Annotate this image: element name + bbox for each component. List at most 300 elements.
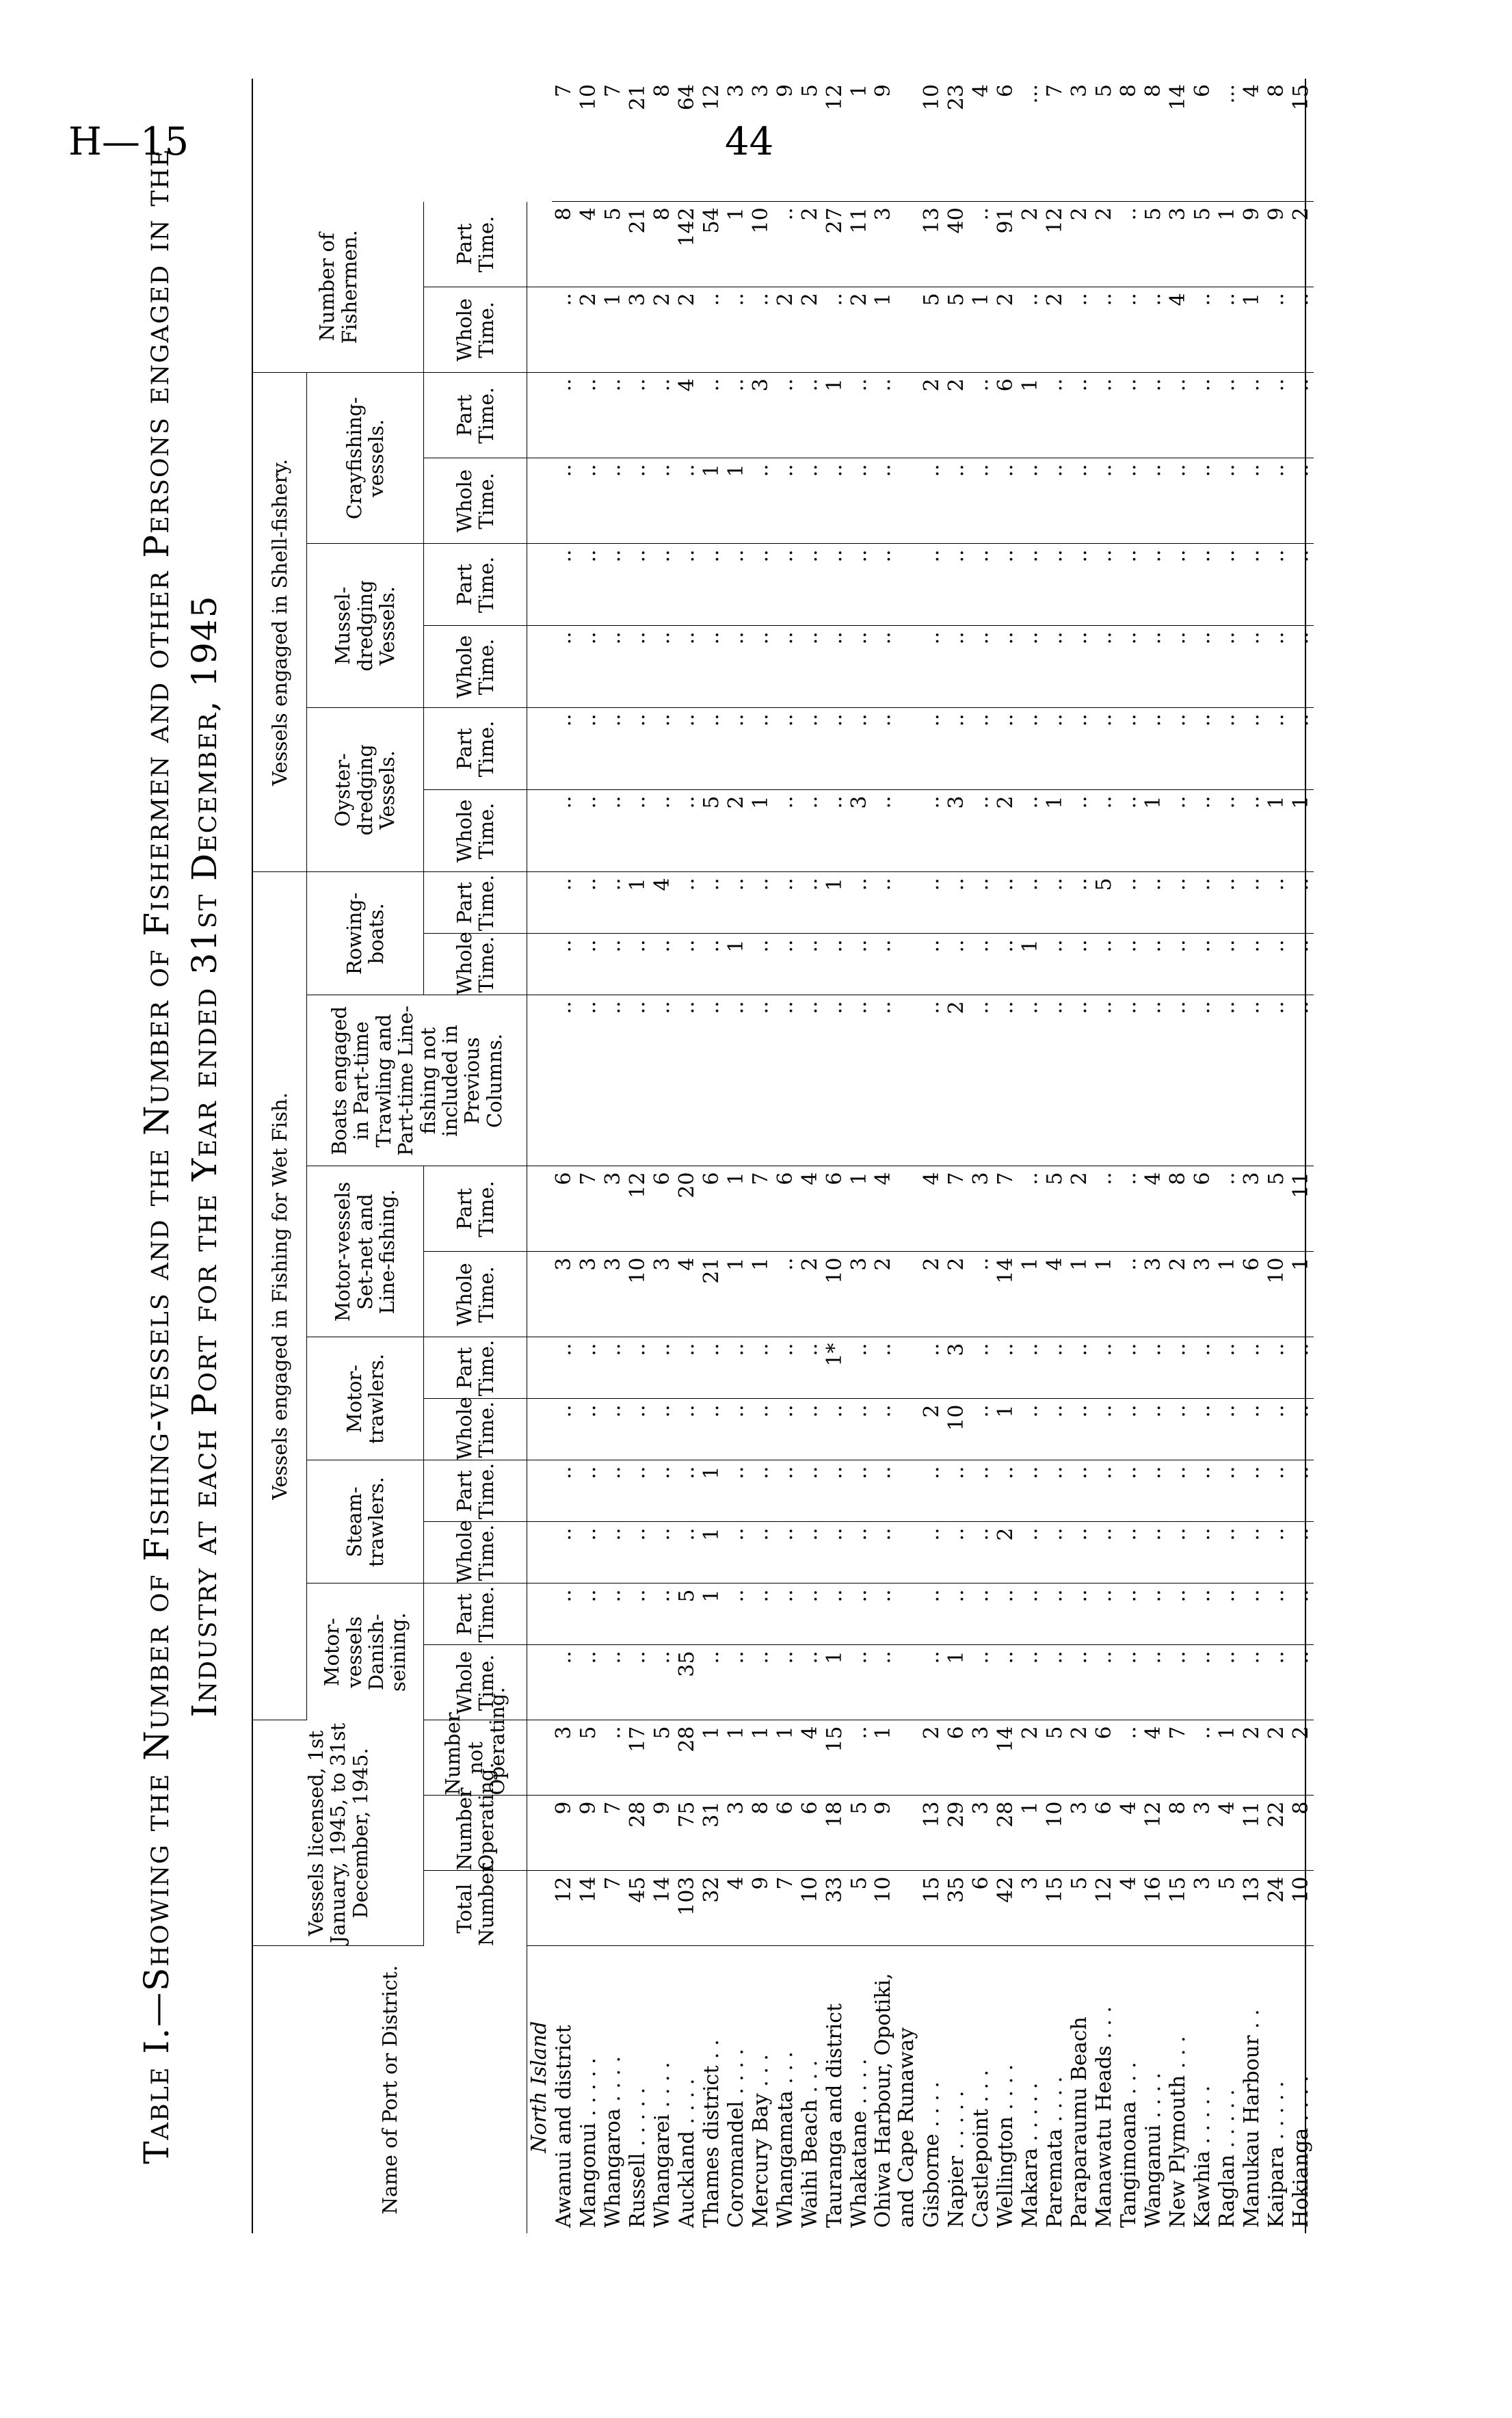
value-cell: .. [994,872,1018,934]
value-cell: .. [1067,373,1092,458]
value-cell: .. [552,1399,576,1460]
value-cell: .. [1240,1645,1264,1720]
value-cell: 1 [724,202,749,287]
value-cell: 3 [944,1337,969,1399]
value-cell: 10 [872,1871,920,1946]
value-cell: .. [1117,1252,1141,1337]
value-cell: 35 [675,1645,700,1720]
value-cell: .. [700,373,724,458]
value-cell: .. [601,1399,626,1460]
value-cell: .. [1264,1337,1289,1399]
value-cell: .. [601,544,626,626]
table-row [749,79,773,2233]
value-cell: .. [944,934,969,995]
value-cell: 5 [1043,1166,1067,1252]
port-name-cell: Waihi Beach . . . [798,2060,822,2228]
value-cell: .. [1043,708,1067,790]
value-cell: .. [1067,1645,1092,1720]
value-cell: 1 [724,1252,749,1337]
value-cell: .. [773,995,798,1166]
value-cell: .. [1067,626,1092,708]
port-name-cell: Castlepoint . . . [969,2069,993,2228]
value-cell: 1 [724,1166,749,1252]
value-cell: .. [920,544,944,626]
value-cell: .. [552,1583,576,1645]
table-row [1067,79,1092,2233]
value-cell: 1 [1141,790,1166,872]
value-cell: .. [872,1522,920,1583]
value-cell: .. [626,1583,650,1645]
value-cell: .. [1240,1522,1264,1583]
value-cell: .. [749,708,773,790]
col-header-port: Name of Port or District. [253,1946,527,2233]
value-cell: .. [1215,1583,1240,1645]
value-cell: .. [650,1645,675,1720]
value-cell: 8 [1117,79,1141,202]
value-cell: .. [1018,1399,1043,1460]
value-cell: .. [1117,544,1141,626]
value-cell: .. [700,872,724,934]
table-row [872,79,920,2233]
value-cell: 1 [700,1460,724,1522]
value-cell: .. [601,458,626,544]
value-cell: 40 [944,202,969,287]
value-cell: .. [650,373,675,458]
value-cell: .. [1092,790,1117,872]
col-header-part-time: Part Time. [424,544,527,626]
value-cell: 2 [920,1720,944,1796]
value-cell: .. [1215,934,1240,995]
value-cell: 2 [994,790,1018,872]
value-cell: .. [847,1583,872,1645]
value-cell: .. [944,544,969,626]
value-cell: .. [1117,202,1141,287]
value-cell: 4 [1141,1720,1166,1796]
port-name-cell: Russell . . . . . [626,2087,650,2228]
value-cell: 2 [1067,202,1092,287]
value-cell: .. [1067,708,1092,790]
value-cell: .. [1191,1522,1215,1583]
value-cell: 6 [798,1796,823,1871]
value-cell: 2 [944,995,969,1166]
value-cell: .. [1018,1460,1043,1522]
value-cell: .. [944,1460,969,1522]
value-cell: .. [1264,544,1289,626]
table-body [527,79,1314,2233]
value-cell: .. [626,1522,650,1583]
value-cell: 21 [626,79,650,202]
value-cell: .. [969,708,994,790]
value-cell: 3 [1018,1871,1043,1946]
value-cell: .. [1191,1399,1215,1460]
value-cell: .. [1117,626,1141,708]
value-cell: 15 [1043,1871,1067,1946]
value-cell: 1 [700,1720,724,1796]
value-cell: 4 [798,1166,823,1252]
value-cell: 11 [1240,1796,1264,1871]
value-cell: .. [1240,544,1264,626]
value-cell: .. [1141,934,1166,995]
value-cell: .. [1191,1645,1215,1720]
value-cell: .. [700,708,724,790]
value-cell: .. [1117,1460,1141,1522]
value-cell: .. [798,934,823,995]
value-cell: 16 [1141,1871,1166,1946]
value-cell: 4 [1043,1252,1067,1337]
value-cell: 1 [1289,790,1314,872]
value-cell: .. [773,544,798,626]
value-cell: .. [1067,790,1092,872]
value-cell: .. [823,458,847,544]
value-cell: 5 [847,1871,872,1946]
value-cell: 5 [601,202,626,287]
value-cell: .. [1215,373,1240,458]
value-cell: .. [1240,458,1264,544]
value-cell: .. [823,1460,847,1522]
value-cell: 13 [920,1796,944,1871]
table-row [823,79,847,2233]
value-cell: .. [650,544,675,626]
value-cell: 5 [650,1720,675,1796]
value-cell: 31 [700,1796,724,1871]
col-header-part-time: Part Time. [424,1166,527,1252]
value-cell: .. [920,626,944,708]
value-cell: .. [601,708,626,790]
value-cell: .. [749,544,773,626]
value-cell: .. [724,1522,749,1583]
value-cell: .. [969,934,994,995]
value-cell: .. [1166,790,1191,872]
value-cell: .. [749,1645,773,1720]
value-cell: 9 [552,1796,576,1871]
value-cell: .. [1117,1522,1141,1583]
value-cell: .. [724,287,749,373]
value-cell: .. [749,287,773,373]
value-cell: .. [1191,1720,1215,1796]
value-cell: .. [650,934,675,995]
value-cell: 3 [650,1252,675,1337]
value-cell: .. [1240,373,1264,458]
port-name-cell: Tangimoana . . . [1117,2062,1141,2228]
value-cell: .. [1166,1337,1191,1399]
value-cell: .. [552,626,576,708]
value-cell: .. [650,1460,675,1522]
value-cell: .. [1141,1583,1166,1645]
value-cell: .. [1141,458,1166,544]
value-cell: .. [1141,1645,1166,1720]
value-cell: 1 [749,790,773,872]
value-cell: .. [847,1645,872,1720]
col-header-motor-trawlers: Motor-trawlers. [307,1337,424,1460]
value-cell: .. [601,790,626,872]
value-cell: .. [724,373,749,458]
value-cell: .. [552,287,576,373]
value-cell: .. [1043,458,1067,544]
value-cell: 1 [823,872,847,934]
value-cell: .. [552,1522,576,1583]
section-row [527,79,553,2233]
value-cell: 5 [1191,202,1215,287]
value-cell: .. [1191,373,1215,458]
value-cell: 8 [650,79,675,202]
value-cell: .. [969,790,994,872]
value-cell: .. [724,995,749,1166]
value-cell: .. [1240,626,1264,708]
value-cell: .. [872,872,920,934]
value-cell: .. [1215,995,1240,1166]
value-cell: .. [798,790,823,872]
value-cell: .. [650,1337,675,1399]
table-row [1092,79,1117,2233]
value-cell: .. [700,1337,724,1399]
value-cell: .. [920,1522,944,1583]
value-cell: .. [1289,373,1314,458]
value-cell: .. [1289,287,1314,373]
value-cell: .. [1166,934,1191,995]
value-cell: 4 [798,1720,823,1796]
value-cell: 7 [1043,79,1067,202]
table-row [773,79,798,2233]
value-cell: .. [798,458,823,544]
value-cell: .. [749,1337,773,1399]
value-cell: 1 [1215,1252,1240,1337]
value-cell: .. [847,458,872,544]
value-cell: .. [1092,1645,1117,1720]
value-cell: 2 [798,1252,823,1337]
value-cell: 2 [872,1252,920,1337]
value-cell: 7 [601,1796,626,1871]
value-cell: 4 [650,872,675,934]
value-cell: 9 [576,1796,601,1871]
value-cell: .. [823,995,847,1166]
value-cell: 7 [601,1871,626,1946]
value-cell: .. [994,1460,1018,1522]
value-cell: .. [724,544,749,626]
value-cell: .. [872,708,920,790]
value-cell: 6 [1240,1252,1264,1337]
value-cell: .. [920,995,944,1166]
port-name-cell: Tauranga and district [823,2003,847,2228]
value-cell: .. [1166,626,1191,708]
value-cell: .. [552,458,576,544]
value-cell: .. [1043,872,1067,934]
value-cell: .. [920,1583,944,1645]
value-cell: 21 [626,202,650,287]
value-cell: .. [650,458,675,544]
value-cell: 14 [1166,79,1191,202]
col-header-whole-time: Whole Time. [424,790,527,872]
value-cell: .. [773,1583,798,1645]
value-cell: .. [626,790,650,872]
value-cell: .. [1289,1645,1314,1720]
value-cell: .. [773,202,798,287]
value-cell: .. [724,1399,749,1460]
value-cell: .. [1289,708,1314,790]
value-cell: 6 [1191,79,1215,202]
value-cell: 6 [994,79,1018,202]
value-cell: .. [1043,1337,1067,1399]
value-cell: .. [872,544,920,626]
value-cell: .. [700,626,724,708]
value-cell: 21 [700,1252,724,1337]
value-cell: .. [576,790,601,872]
value-cell: 2 [1043,287,1067,373]
col-header-cray: Crayfishing-vessels. [307,373,424,544]
value-cell: 10 [798,1871,823,1946]
value-cell: .. [1264,1645,1289,1720]
col-header-rowing: Rowing-boats. [307,872,424,995]
value-cell: .. [1092,1399,1117,1460]
value-cell: 1 [1215,1720,1240,1796]
value-cell: .. [1141,1522,1166,1583]
value-cell: .. [1067,287,1092,373]
value-cell: 1 [601,287,626,373]
value-cell: .. [626,934,650,995]
value-cell: 10 [920,79,944,202]
value-cell: .. [650,1583,675,1645]
value-cell: .. [1043,1583,1067,1645]
value-cell: 8 [749,1796,773,1871]
port-name-cell: Paraparaumu Beach [1067,2016,1091,2228]
value-cell: 33 [823,1871,847,1946]
value-cell: .. [920,1645,944,1720]
value-cell: 3 [552,1720,576,1796]
value-cell: .. [601,1460,626,1522]
value-cell: 6 [552,1166,576,1252]
value-cell: .. [576,458,601,544]
value-cell: 13 [1240,1871,1264,1946]
value-cell: 4 [920,1166,944,1252]
table-row [969,79,994,2233]
value-cell: 6 [700,1166,724,1252]
value-cell: .. [675,872,700,934]
value-cell: .. [1141,708,1166,790]
value-cell: 4 [872,1166,920,1252]
value-cell: .. [994,1583,1018,1645]
value-cell: .. [650,708,675,790]
value-cell: 4 [675,1252,700,1337]
col-header-whole-time: Whole Time. [424,458,527,544]
value-cell: .. [724,872,749,934]
value-cell: .. [700,995,724,1166]
value-cell: 3 [1067,1796,1092,1871]
port-name-cell: Raglan . . . . . [1215,2089,1239,2228]
value-cell: 28 [994,1796,1018,1871]
value-cell: .. [1215,790,1240,872]
value-cell: .. [1289,872,1314,934]
value-cell: .. [773,1399,798,1460]
value-cell: .. [798,1399,823,1460]
value-cell: .. [1240,1399,1264,1460]
value-cell: 5 [1092,872,1117,934]
value-cell: .. [872,1645,920,1720]
value-cell: .. [1289,1522,1314,1583]
value-cell: .. [969,1522,994,1583]
value-cell: .. [700,544,724,626]
value-cell: 2 [1092,202,1117,287]
value-cell: 91 [994,202,1018,287]
value-cell: .. [1067,544,1092,626]
table-row [1191,79,1215,2233]
value-cell: 2 [1067,1720,1092,1796]
page-number: 44 [725,120,774,164]
port-name-cell: Wanganui . . . . [1141,2072,1165,2228]
value-cell: .. [1117,1645,1141,1720]
value-cell: 7 [552,79,576,202]
value-cell: 1 [823,373,847,458]
value-cell: 2 [1067,1166,1092,1252]
value-cell: 9 [872,1796,920,1871]
value-cell: .. [798,626,823,708]
value-cell: .. [601,934,626,995]
value-cell: .. [969,1399,994,1460]
value-cell: 1 [872,1720,920,1796]
value-cell: 35 [944,1871,969,1946]
value-cell: .. [601,1337,626,1399]
port-name-cell: Kaipara . . . . . [1264,2081,1288,2228]
value-cell: .. [773,1252,798,1337]
table-row [944,79,969,2233]
value-cell: 1 [847,79,872,202]
table-row [626,79,650,2233]
col-header-oyster: Oyster-dredging Vessels. [307,708,424,872]
value-cell: .. [576,1399,601,1460]
value-cell: 5 [1141,202,1166,287]
value-cell: 9 [650,1796,675,1871]
value-cell: 22 [1264,1796,1289,1871]
value-cell: .. [1043,544,1067,626]
value-cell: .. [969,202,994,287]
value-cell: .. [798,872,823,934]
value-cell: 8 [1166,1796,1191,1871]
value-cell: .. [1018,1583,1043,1645]
value-cell: 2 [1240,1720,1264,1796]
port-name-cell: Manawatu Heads . . . [1092,2006,1116,2228]
port-name-cell: Auckland . . . . [675,2078,699,2228]
value-cell: .. [650,626,675,708]
value-cell: 1 [700,1522,724,1583]
value-cell: 3 [552,1252,576,1337]
value-cell: 9 [1264,202,1289,287]
value-cell: .. [798,1583,823,1645]
value-cell: .. [675,458,700,544]
port-name-cell: Kawhia . . . . . [1191,2085,1215,2228]
value-cell: 2 [847,287,872,373]
value-cell: 1 [700,458,724,544]
value-cell: 9 [872,79,920,202]
value-cell: .. [1264,1399,1289,1460]
value-cell: .. [1018,1645,1043,1720]
col-header-whole-time: Whole Time. [424,1522,527,1583]
value-cell: 12 [626,1166,650,1252]
value-cell: .. [552,544,576,626]
table-row [1264,79,1289,2233]
value-cell: 6 [994,373,1018,458]
value-cell: .. [1018,1337,1043,1399]
value-cell: .. [1018,544,1043,626]
value-cell: .. [749,995,773,1166]
value-cell: .. [1117,1720,1141,1796]
value-cell: .. [1215,626,1240,708]
port-name-cell: Hokianga . . . . [1289,2075,1313,2228]
value-cell: 12 [1141,1796,1166,1871]
port-name-cell: Whangaroa . . . . [601,2055,625,2228]
value-cell: 5 [920,287,944,373]
value-cell: .. [969,544,994,626]
value-cell: .. [552,934,576,995]
value-cell: 1 [994,1399,1018,1460]
value-cell: .. [872,373,920,458]
